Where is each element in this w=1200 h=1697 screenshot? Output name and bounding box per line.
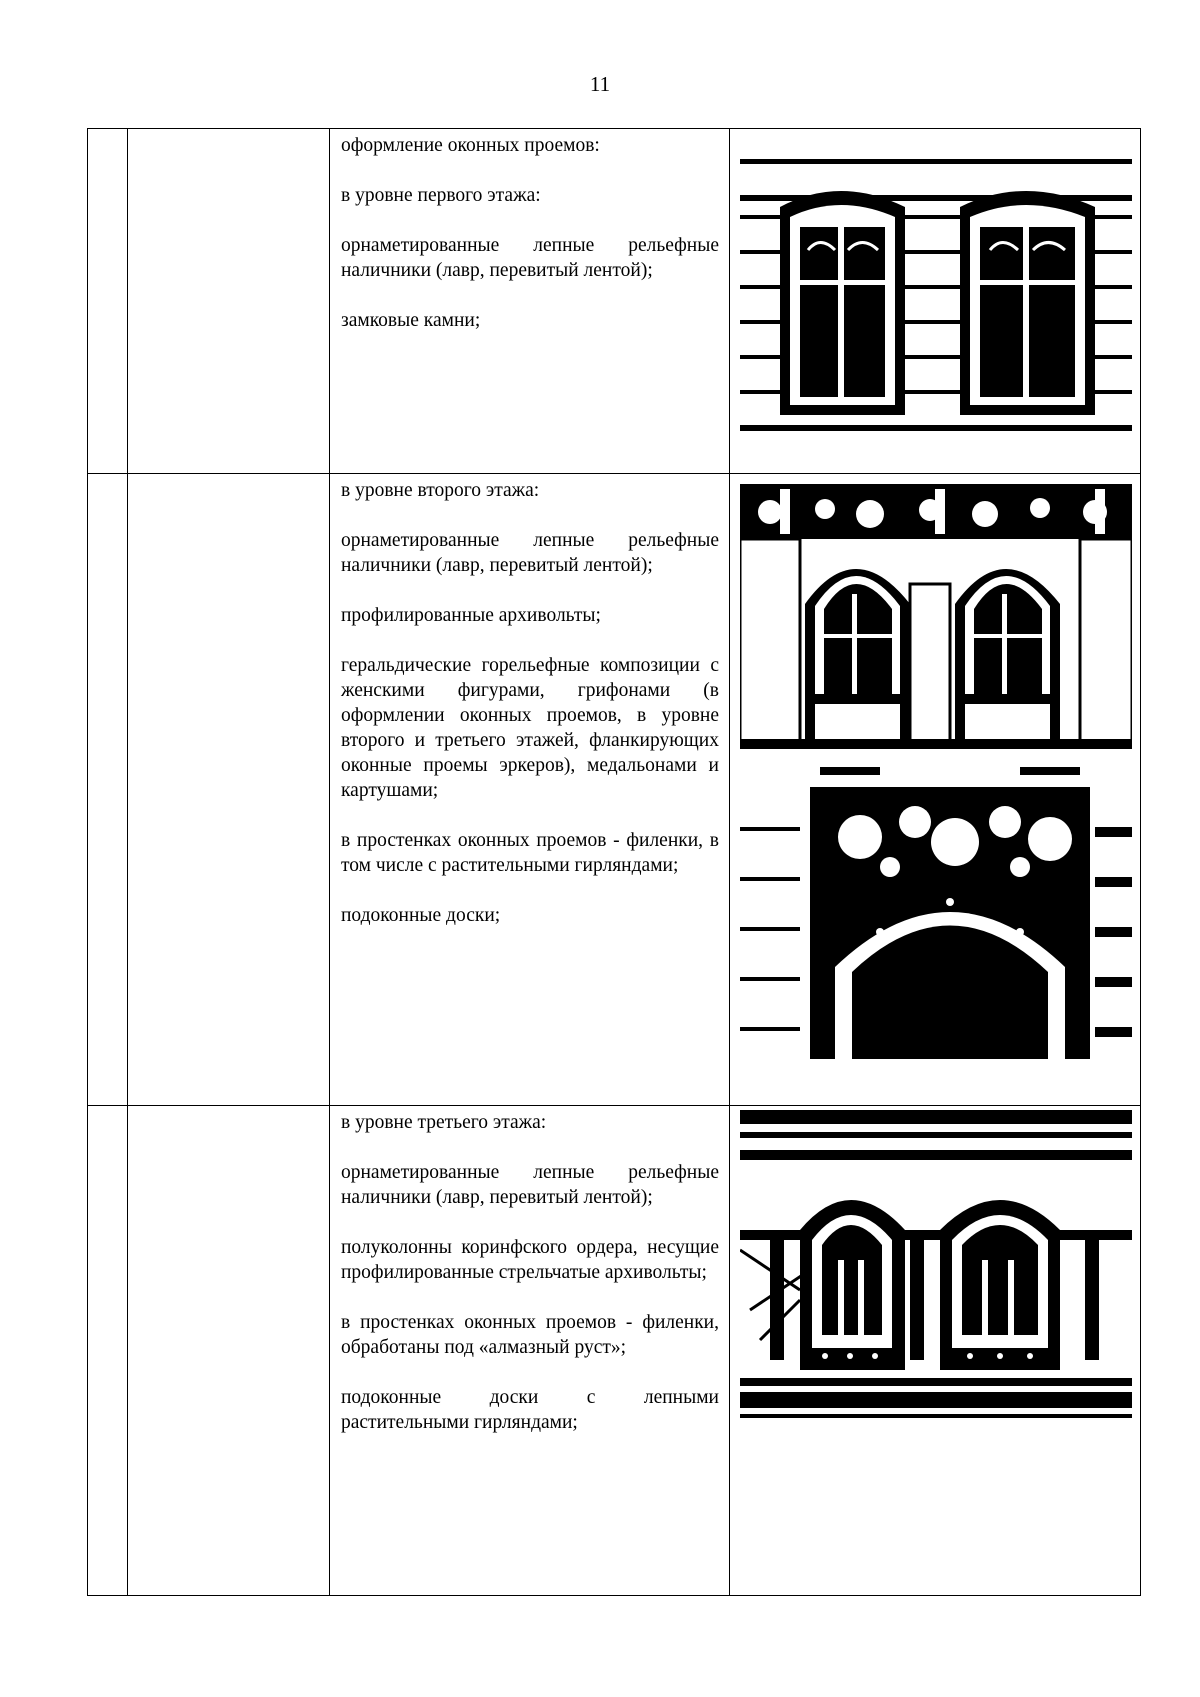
number-cell [88,129,128,474]
page-number: 11 [589,72,611,96]
number-cell [88,474,128,1106]
first-floor-windows-photo [740,155,1140,437]
table-row [88,129,1141,474]
description-paragraph: геральдические горельефные композиции с женскими фигурами, грифонами (в оформлении оконных проемов, в уровне второго и третьего этажей, фланкирующих оконные проемы эркеров), медальонами и картушами; [341,655,719,801]
photo-cell [730,474,1141,1106]
heraldic-composition-photo [740,767,1140,1059]
description-paragraph: в уровне второго этажа: [341,480,540,501]
description-paragraph: в простенках оконных проемов - филенки, в том числе с растительными гирляндами; [341,830,719,876]
description-paragraph: подоконные доски с лепными растительными гирляндами; [341,1387,719,1433]
category-cell [128,474,330,1106]
table-row [88,474,1141,1106]
description-paragraph: оформление оконных проемов: [341,135,600,156]
category-cell [128,129,330,474]
description-paragraph: профилированные архивольты; [341,605,601,626]
description-cell [330,1106,730,1596]
description-paragraph: полуколонны коринфского ордера, несущие профилированные стрельчатые архивольты; [341,1237,719,1283]
third-floor-windows-photo [740,1110,1140,1432]
table-row [88,1106,1141,1596]
category-cell [128,1106,330,1596]
description-cell [330,129,730,474]
number-cell [88,1106,128,1596]
monument-elements-table [87,128,1141,1596]
description-paragraph: подоконные доски; [341,905,501,926]
second-floor-windows-photo [740,484,1140,749]
photo-cell [730,129,1141,474]
description-paragraph: орнаметированные лепные рельефные наличники (лавр, перевитый лентой); [341,235,719,281]
description-paragraph: в простенках оконных проемов - филенки, обработаны под «алмазный руст»; [341,1312,719,1358]
description-paragraph: замковые камни; [341,310,481,331]
description-paragraph: в уровне первого этажа: [341,185,541,206]
description-cell [330,474,730,1106]
description-paragraph: в уровне третьего этажа: [341,1112,547,1133]
description-paragraph: орнаметированные лепные рельефные наличники (лавр, перевитый лентой); [341,1162,719,1208]
photo-cell [730,1106,1141,1596]
description-paragraph: орнаметированные лепные рельефные наличники (лавр, перевитый лентой); [341,530,719,576]
